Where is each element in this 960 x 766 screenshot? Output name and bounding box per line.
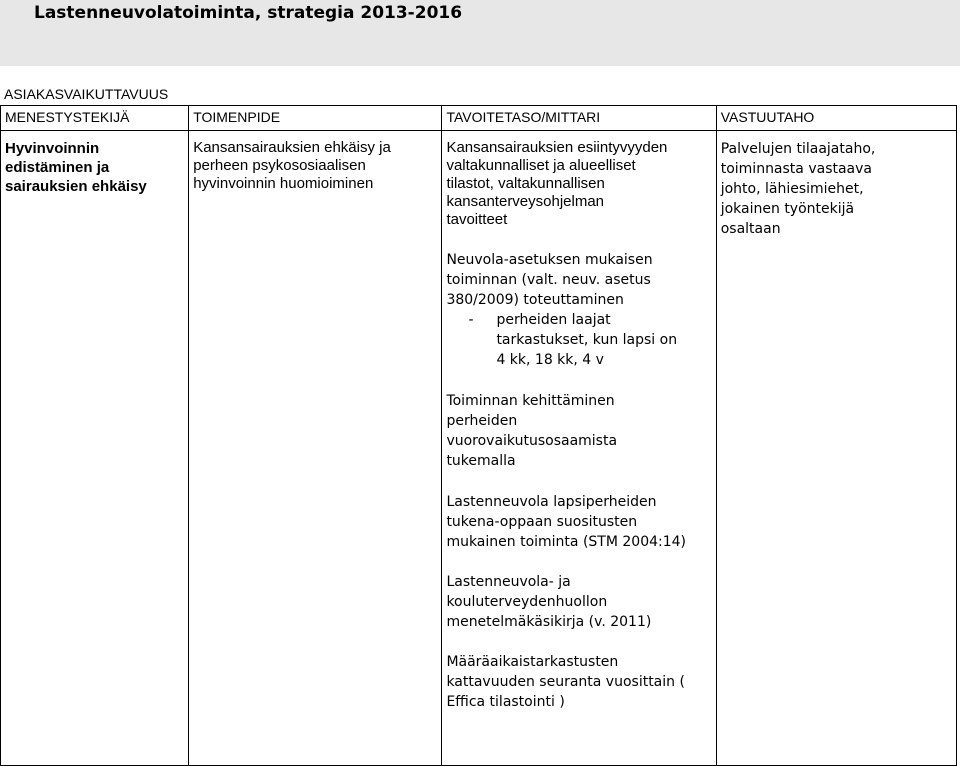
dash-bullet: -: [468, 312, 474, 328]
text-line: perheiden: [446, 413, 518, 429]
list-item-text: [496, 310, 711, 370]
text-line: Lastenneuvola lapsiperheiden: [446, 494, 657, 510]
target-paragraph-4: [446, 492, 711, 552]
text-line: toiminnan (valt. neuv. asetus: [446, 272, 651, 288]
list-item: [468, 310, 711, 370]
measure-text: [193, 139, 437, 193]
target-paragraph-3: [446, 391, 711, 471]
strategy-table: [0, 105, 957, 766]
text-line: Määräaikaistarkastusten: [446, 654, 619, 670]
text-line: vuorovaikutusosaamista: [446, 433, 618, 449]
text-line: tarkastukset, kun lapsi on: [496, 332, 678, 348]
target-paragraph-1: [446, 139, 711, 229]
text-line: jokainen työntekijä: [720, 201, 855, 217]
header-measure: TOIMENPIDE: [189, 106, 442, 131]
text-line: kansanterveysohjelman: [446, 193, 605, 210]
text-line: Palvelujen tilaajataho,: [720, 141, 876, 157]
text-line: 4 kk, 18 kk, 4 v: [496, 352, 604, 368]
target-paragraph-5: [446, 572, 711, 632]
page-title: Lastenneuvolatoiminta, strategia 2013-2016: [34, 3, 463, 23]
text-line: tukena-oppaan suositusten: [446, 514, 638, 530]
text-line: mukainen toiminta (STM 2004:14): [446, 534, 687, 550]
text-line: Neuvola-asetuksen mukaisen: [446, 252, 653, 268]
text-line: johto, lähiesimiehet,: [720, 181, 864, 197]
text-line: toiminnasta vastaava: [720, 161, 872, 177]
cell-target-level: [442, 131, 716, 766]
header-row: [1, 106, 957, 131]
text-line: tavoitteet: [446, 211, 508, 228]
header-success-factor: MENESTYSTEKIJÄ: [1, 106, 189, 131]
text-line: perheen psykososiaalisen: [193, 157, 366, 174]
cell-responsible: [716, 131, 956, 766]
text-line: osaltaan: [720, 221, 781, 237]
text-line: Toiminnan kehittäminen: [446, 393, 615, 409]
text-line: Kansansairauksien ehkäisy ja: [193, 139, 391, 156]
text-line: tukemalla: [446, 453, 516, 469]
header-target-level: TAVOITETASO/MITTARI: [442, 106, 716, 131]
text-line: valtakunnalliset ja alueelliset: [446, 157, 636, 174]
cell-success-factor: [1, 131, 189, 766]
text-line: Lastenneuvola- ja: [446, 574, 571, 590]
text-line: edistäminen ja: [5, 159, 110, 176]
text-line: Kansansairauksien esiintyvyyden: [446, 139, 668, 156]
text-line: perheiden laajat: [496, 312, 611, 328]
text-line: tilastot, valtakunnallisen: [446, 175, 605, 192]
success-factor-text: [5, 139, 184, 196]
title-band: [0, 0, 960, 66]
text-line: 380/2009) toteuttaminen: [446, 292, 624, 308]
text-line: menetelmäkäsikirja (v. 2011): [446, 614, 652, 630]
cell-measure: [189, 131, 442, 766]
responsible-text: [721, 139, 952, 239]
text-line: kattavuuden seuranta vuosittain (: [446, 674, 685, 690]
target-paragraph-6: [446, 652, 711, 712]
text-line: Hyvinvoinnin: [5, 140, 100, 157]
table-row: [1, 131, 957, 766]
text-line: hyvinvoinnin huomioiminen: [193, 175, 374, 192]
text-line: Effica tilastointi ): [446, 694, 565, 710]
section-label: ASIAKASVAIKUTTAVUUS: [4, 86, 169, 102]
header-responsible: VASTUUTAHO: [716, 106, 956, 131]
text-line: sairauksien ehkäisy: [5, 178, 147, 195]
target-paragraph-2: [446, 250, 711, 370]
text-line: kouluterveydenhuollon: [446, 594, 608, 610]
